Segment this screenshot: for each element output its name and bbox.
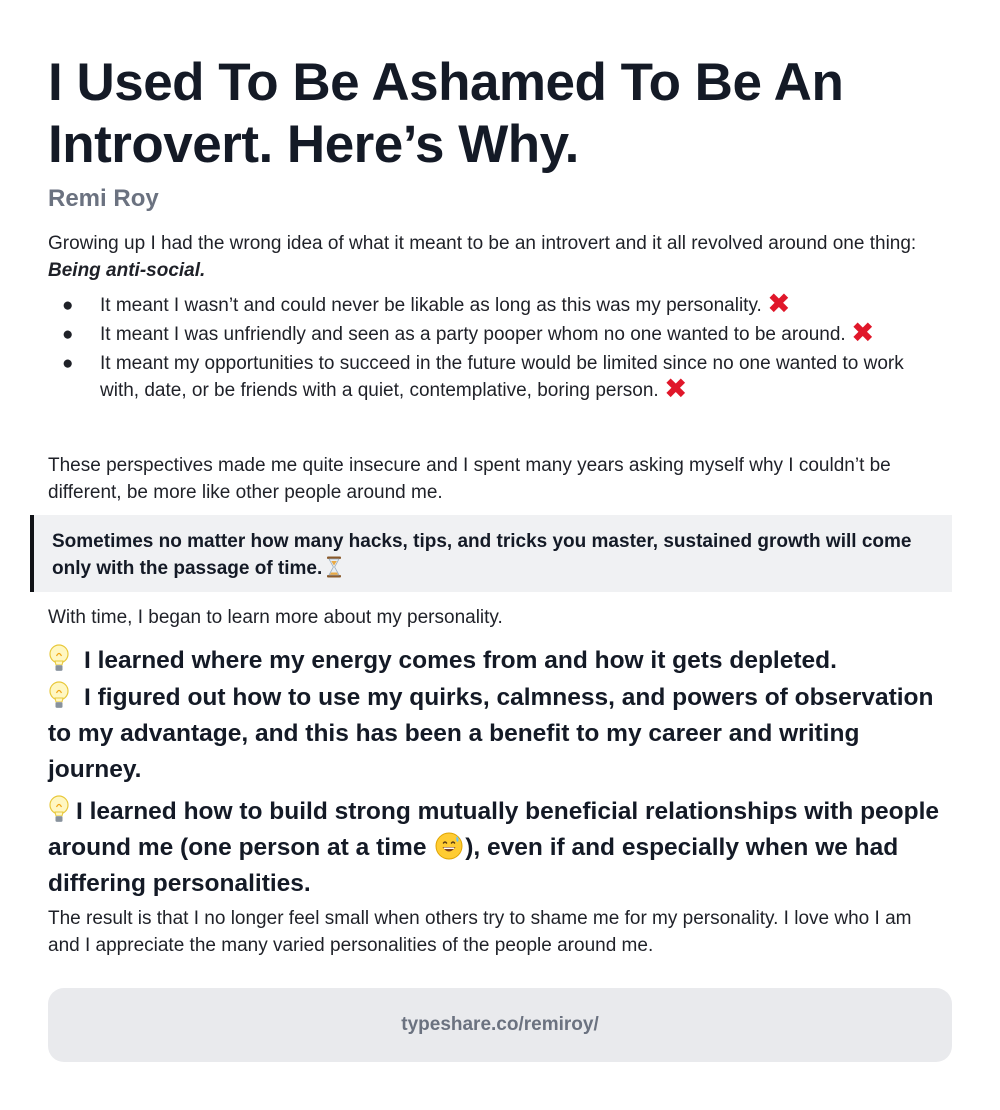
bullet-text: It meant I was unfriendly and seen as a party pooper whom no one wanted to be around. [100,324,846,345]
bullet-dot: ● [62,324,74,345]
learning-item [48,794,953,902]
learning-text: I figured out how to use my quirks, calmness, and powers of observation to my advantage, and this has been a benefit to my career and writing journey. [48,684,934,783]
list-item [48,287,948,320]
author-name: Remi Roy [48,185,159,212]
callout-text-block [52,528,932,582]
bullet-text: It meant my opportunities to succeed in the future would be limited since no one wanted to work with, date, or be friends with a quiet, contemplative, boring person. [100,353,904,401]
bullet-list [48,287,948,406]
result-paragraph: The result is that I no longer feel small when others try to shame me for my personality. I love who I am and I appreciate the many varied personalities of the people around me. [48,908,912,956]
learning-item [48,680,953,788]
learning-text: I learned where my energy comes from and how it gets depleted. [84,647,837,674]
cross-mark-icon: ✖ [663,372,688,405]
footer-link-box[interactable] [48,988,952,1062]
perspectives-paragraph: These perspectives made me quite insecure and I spent many years asking myself why I couldn’t be different, be more like other people around me. [48,455,891,503]
intro-emphasis: Being anti-social. [48,260,206,281]
hourglass-icon [326,556,342,578]
learning-text-end: ), even if and especially when we had differing personalities. [48,834,899,897]
cross-mark-icon: ✖ [850,316,875,349]
callout-text: Sometimes no matter how many hacks, tips, and tricks you master, sustained growth will come only with the passage of time. [52,531,912,579]
list-item [48,316,948,349]
bullet-dot: ● [62,353,74,374]
bullet-dot: ● [62,295,74,316]
cross-mark-icon: ✖ [767,287,791,320]
lightbulb-icon [48,681,70,711]
lightbulb-icon [48,644,70,674]
bullet-text: It meant I wasn’t and could never be likable as long as this was my personality. [100,295,762,316]
learning-text: I learned how to build strong mutually beneficial relationships with people around me (one person at a time [48,798,940,861]
profile-link[interactable]: typeshare.co/remiroy/ [401,1014,599,1035]
intro-text: Growing up I had the wrong idea of what it meant to be an introvert and it all revolved around one thing: [48,233,917,254]
lightbulb-icon [48,795,70,825]
article-title: I Used To Be Ashamed To Be An Introvert. Here’s Why. [48,53,844,174]
quote-callout [30,515,952,592]
learning-item [48,643,953,679]
list-item [48,350,948,404]
time-paragraph: With time, I began to learn more about my personality. [48,607,503,628]
intro-paragraph [48,230,948,284]
grinning-sweat-emoji-icon [435,832,463,860]
